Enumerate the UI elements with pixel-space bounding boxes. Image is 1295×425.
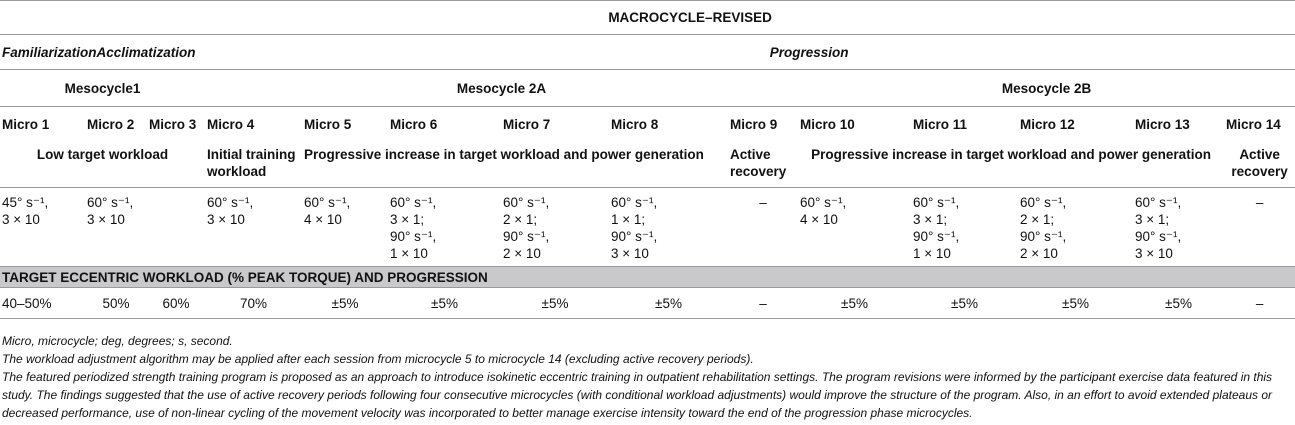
micro-2: Micro 2 <box>87 116 135 132</box>
desc-progressive-a: Progressive increase in target workload and power generation <box>302 141 728 188</box>
velocity-cell: 60° s⁻¹, 4 × 10 <box>800 195 847 227</box>
micro-6: Micro 6 <box>390 116 438 132</box>
velocity-row <box>0 188 1295 267</box>
target-cell: ±5% <box>798 288 911 319</box>
micro-9: Micro 9 <box>730 116 778 132</box>
velocity-cell: – <box>759 195 767 210</box>
target-cell: ±5% <box>1133 288 1224 319</box>
target-values-row <box>0 288 1295 319</box>
target-heading-row <box>0 267 1295 288</box>
footnote-abbreviations: Micro, microcycle; deg, degrees; s, second. <box>2 334 233 348</box>
velocity-cell: 60° s⁻¹, 1 × 1; 90° s⁻¹, 3 × 10 <box>611 195 658 261</box>
velocity-cell: 60° s⁻¹, 3 × 1; 90° s⁻¹, 3 × 10 <box>1135 195 1182 261</box>
micro-14: Micro 14 <box>1226 116 1281 132</box>
velocity-cell: 60° s⁻¹, 4 × 10 <box>304 195 351 227</box>
desc-initial-workload: Initial training workload <box>205 141 302 188</box>
micro-10: Micro 10 <box>800 116 855 132</box>
footnote-program: The featured periodized strength training program is proposed as an approach to introduce isokinetic eccentric training in outpatient rehabilitation settings. The program revisions were informed by the participant exercise data featured in this study. The findings suggested that the use of active recovery periods following four consecutive microcycles (with conditional workload adjustments) would improve the structure of the program. Also, in an effort to avoid extended plateaus or decreased performance, use of non-linear cycling of the movement velocity was incorporated to better manage exercise intensity toward the end of the progression phase microcycles. <box>2 370 1273 420</box>
target-cell: 50% <box>85 288 147 319</box>
micro-5: Micro 5 <box>304 116 352 132</box>
mesocycle-row <box>0 70 1295 107</box>
velocity-cell: 60° s⁻¹, 3 × 10 <box>207 195 254 227</box>
micro-1: Micro 1 <box>2 116 50 132</box>
desc-active-recovery-a: Active recovery <box>728 141 798 188</box>
description-row <box>0 141 1295 188</box>
target-cell: ±5% <box>609 288 728 319</box>
velocity-cell: – <box>1255 195 1264 210</box>
table-title: MACROCYCLE–REVISED <box>85 1 1295 35</box>
velocity-cell: 60° s⁻¹, 2 × 1; 90° s⁻¹, 2 × 10 <box>1020 195 1067 261</box>
target-cell: ±5% <box>501 288 609 319</box>
phase-row <box>0 35 1295 70</box>
target-cell: ±5% <box>911 288 1018 319</box>
phase-progression: Progression <box>205 35 1295 70</box>
micro-8: Micro 8 <box>611 116 659 132</box>
phase-familiarization: FamiliarizationAcclimatization <box>0 35 205 70</box>
micro-4: Micro 4 <box>207 116 255 132</box>
micro-11: Micro 11 <box>913 116 968 132</box>
desc-active-recovery-b: Active recovery <box>1224 141 1295 188</box>
target-cell: – <box>1224 288 1295 319</box>
footnote-algorithm: The workload adjustment algorithm may be applied after each session from microcycle 5 to microcycle 14 (excluding active recovery periods). <box>2 352 754 366</box>
target-cell: 60% <box>147 288 205 319</box>
target-cell: ±5% <box>1018 288 1133 319</box>
mesocycle-1: Mesocycle1 <box>0 70 205 107</box>
desc-low-workload: Low target workload <box>0 141 205 188</box>
target-heading: TARGET ECCENTRIC WORKLOAD (% PEAK TORQUE) AND PROGRESSION <box>0 267 1295 288</box>
micro-12: Micro 12 <box>1020 116 1075 132</box>
micro-header-row <box>0 107 1295 142</box>
micro-3: Micro 3 <box>149 116 197 132</box>
micro-13: Micro 13 <box>1135 116 1190 132</box>
table-footnotes <box>2 332 1292 422</box>
target-cell: 70% <box>205 288 302 319</box>
micro-7: Micro 7 <box>503 116 551 132</box>
velocity-cell <box>147 188 205 267</box>
desc-progressive-b: Progressive increase in target workload and power generation <box>798 141 1224 188</box>
velocity-cell: 60° s⁻¹, 2 × 1; 90° s⁻¹, 2 × 10 <box>503 195 550 261</box>
velocity-cell: 60° s⁻¹, 3 × 10 <box>87 195 134 227</box>
target-cell: 40–50% <box>0 288 85 319</box>
velocity-cell: 60° s⁻¹, 3 × 1; 90° s⁻¹, 1 × 10 <box>390 195 437 261</box>
mesocycle-2b: Mesocycle 2B <box>798 70 1295 107</box>
target-cell: ±5% <box>388 288 501 319</box>
velocity-cell: 45° s⁻¹, 3 × 10 <box>2 195 49 227</box>
velocity-cell: 60° s⁻¹, 3 × 1; 90° s⁻¹, 1 × 10 <box>913 195 960 261</box>
target-cell: ±5% <box>302 288 388 319</box>
title-row <box>0 1 1295 35</box>
target-cell: – <box>728 288 798 319</box>
mesocycle-2a: Mesocycle 2A <box>205 70 798 107</box>
